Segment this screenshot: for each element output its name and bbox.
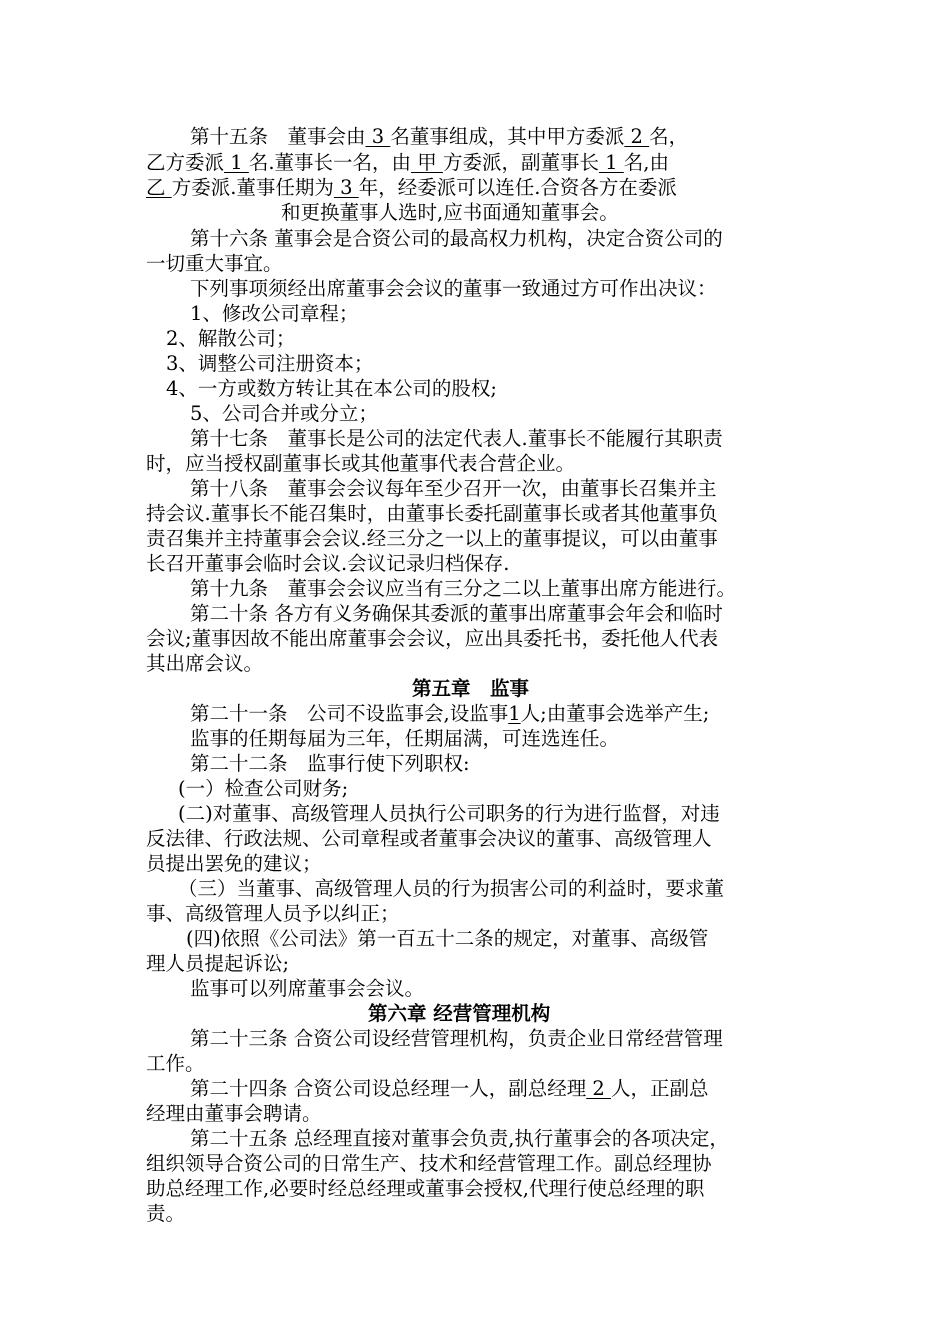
article-16-line-2: 一切重大事宜。 [146,252,283,275]
article-19: 第十九条 董事会会议应当有三分之二以上董事出席方能进行。 [190,577,737,600]
power-item-2-line-3: 员提出罢免的建议； [146,852,322,875]
article-24-line-2: 经理由董事会聘请。 [146,1102,322,1125]
article-22: 第二十二条 监事行使下列职权: [190,752,470,775]
article-18-line-4: 长召开董事会临时会议.会议记录归档保存. [146,552,510,575]
power-item-3-line-1: （三）当董事、高级管理人员的行为损害公司的利益时，要求董 [178,877,725,900]
article-23-line-1: 第二十三条 合资公司设经营管理机构，负责企业日常经营管理 [190,1027,723,1050]
article-21: 第二十一条 公司不设监事会,设监事1人;由董事会选举产生; [190,702,710,725]
article-25-line-1: 第二十五条 总经理直接对董事会负责,执行董事会的各项决定， [190,1127,729,1150]
consensus-item: 4、一方或数方转让其在本公司的股权; [166,377,497,400]
chapter-5-heading: 第五章 监事 [412,677,530,700]
article-25-line-4: 责。 [146,1202,186,1225]
power-item-2-line-2: 反法律、行政法规、公司章程或者董事会决议的董事、高级管理人 [146,827,712,850]
supervisor-attend: 监事可以列席董事会会议。 [190,977,425,1000]
consensus-item: 1、修改公司章程； [190,302,359,325]
consensus-intro: 下列事项须经出席董事会会议的董事一致通过方可作出决议： [190,277,717,300]
article-20-line-3: 其出席会议。 [146,652,264,675]
article-20-line-2: 会议;董事因故不能出席董事会会议，应出具委托书，委托他人代表 [146,627,719,650]
article-18-line-3: 责召集并主持董事会会议.经三分之一以上的董事提议，可以由董事 [146,527,718,550]
consensus-item: 2、解散公司； [166,327,296,350]
article-15-line-1: 第十五条 董事会由 3 名董事组成，其中甲方委派 2 名， [190,125,689,148]
power-item-1: (一）检查公司财务; [178,777,349,800]
article-15-line-4: 和更换董事人选时,应书面通知董事会。 [281,201,619,224]
power-item-3-line-2: 事、高级管理人员予以纠正； [146,902,400,925]
article-20-line-1: 第二十条 各方有义务确保其委派的董事出席董事会年会和临时 [190,602,723,625]
article-25-line-2: 组织领导合资公司的日常生产、技术和经营管理工作。副总经理协 [146,1152,712,1175]
power-item-4-line-1: (四)依照《公司法》第一百五十二条的规定，对董事、高级管 [186,927,709,950]
chapter-6-heading: 第六章 经营管理机构 [368,1002,551,1025]
article-24-line-1: 第二十四条 合资公司设总经理一人，副总经理 2 人，正副总 [190,1077,709,1100]
power-item-4-line-2: 理人员提起诉讼; [146,952,290,975]
article-16-line-1: 第十六条 董事会是合资公司的最高权力机构，决定合资公司的 [190,227,723,250]
article-18-line-2: 持会议.董事长不能召集时，由董事长委托副董事长或者其他董事负 [146,502,718,525]
consensus-item: 3、调整公司注册资本； [166,352,374,375]
article-17-line-1: 第十七条 董事长是公司的法定代表人.董事长不能履行其职责 [190,427,723,450]
power-item-2-line-1: (二)对董事、高级管理人员执行公司职务的行为进行监督，对违 [178,802,720,825]
article-15-line-2: 乙方委派 1 名.董事长一名，由 甲 方委派，副董事长 1 名,由 [146,151,669,174]
article-25-line-3: 助总经理工作,必要时经总经理或董事会授权,代理行使总经理的职 [146,1177,705,1200]
article-23-line-2: 工作。 [146,1052,205,1075]
consensus-item: 5、公司合并或分立； [190,402,378,425]
article-15-line-3: 乙 方委派.董事任期为 3 年，经委派可以连任.合资各方在委派 [146,176,677,199]
article-17-line-2: 时，应当授权副董事长或其他董事代表合营企业。 [146,452,576,475]
supervisor-term: 监事的任期每届为三年，任期届满，可连选连任。 [190,727,620,750]
article-18-line-1: 第十八条 董事会会议每年至少召开一次，由董事长召集并主 [190,477,717,500]
